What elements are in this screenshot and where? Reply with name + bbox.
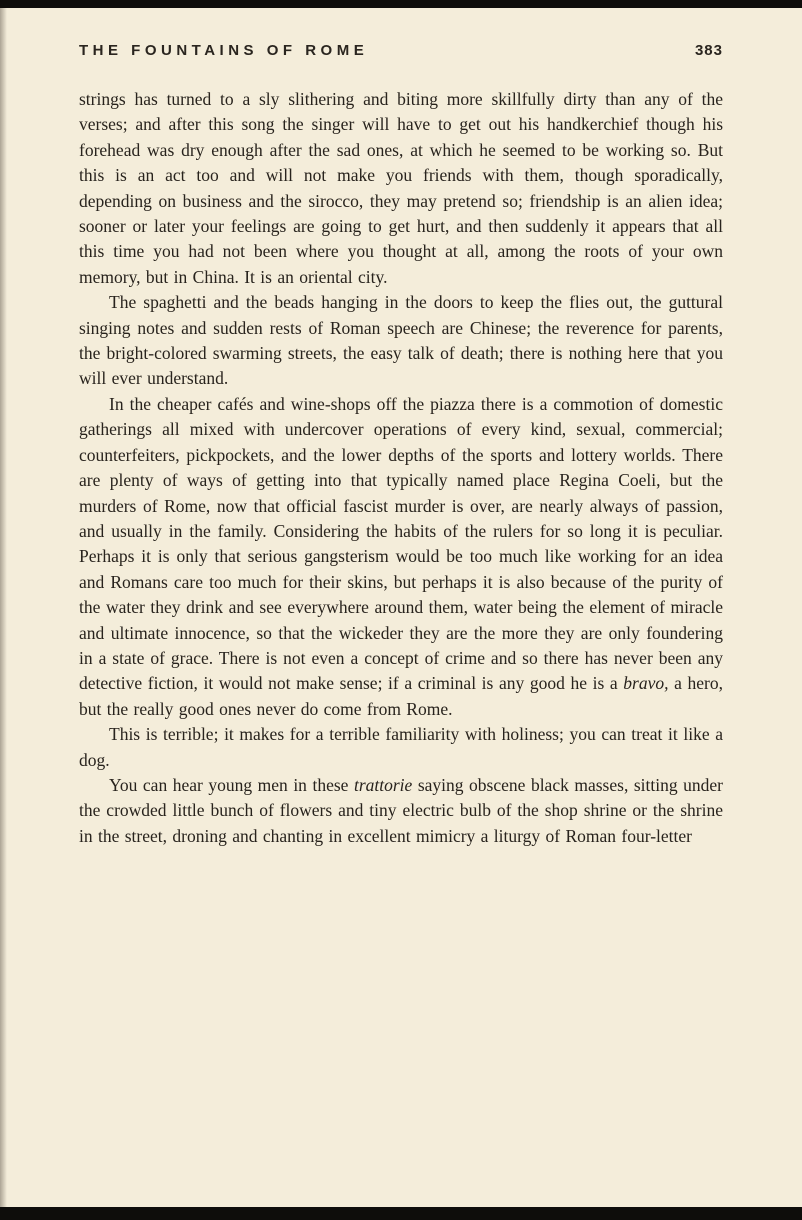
italic-text-run: bravo,: [623, 673, 669, 694]
paragraph: [79, 290, 723, 392]
paragraph: [79, 722, 723, 773]
scan-edge-left: [0, 0, 7, 1220]
text-run: a hero, but the really good ones never do come from Rome.: [79, 673, 723, 719]
paragraph: [79, 773, 723, 849]
page-number: 383: [694, 42, 723, 59]
scan-edge-top: [0, 0, 802, 8]
text-run: You can hear young men in these: [109, 774, 354, 795]
text-run: This is terrible; it makes for a terrible familiarity with holiness; you can treat it like a dog.: [79, 724, 723, 770]
running-title: THE FOUNTAINS OF ROME: [79, 42, 369, 59]
text-run: In the cheaper cafés and wine-shops off the piazza there is a commotion of domestic gatherings all mixed with undercover operations of every kind, sexual, commercial; counterfeiters, pickpockets, and the lower depths of the sports and lottery worlds. There are plenty of ways of getting into that typically named place Regina Coeli, but the murders of Rome, now that official fascist murder is over, are nearly always of passion, and usually in the family. Considering the habits of the rulers for so long it is peculiar. Perhaps it is only that serious gangsterism would be too much like working for an idea and Romans care too much for their skins, but perhaps it is also because of the purity of the water they drink and see everywhere around them, water being the element of miracle and ultimate innocence, so that the wickeder they are the more they are only foundering in a state of grace. There is not even a concept of crime and so there has never been any detective fiction, it would not make sense; if a criminal is any good he is a: [79, 393, 723, 694]
scan-edge-bottom: [0, 1207, 802, 1220]
text-run: The spaghetti and the beads hanging in the doors to keep the flies out, the guttural singing notes and sudden rests of Roman speech are Chinese; the reverence for parents, the bright-colored swarming streets, the easy talk of death; there is nothing here that you will ever understand.: [79, 292, 723, 389]
text-run: saying obscene black masses, sitting under the crowded little bunch of flowers and tiny electric bulb of the shop shrine or the shrine in the street, droning and chanting in excellent mimicry a liturgy of Roman four-letter: [79, 774, 723, 846]
paragraph: [79, 392, 723, 722]
italic-text-run: trattorie: [353, 774, 413, 795]
page-header: [0, 0, 802, 59]
page-text: [79, 87, 723, 849]
paragraph: [79, 87, 723, 290]
text-run: strings has turned to a sly slithering and biting more skillfully dirty than any of the verses; and after this song the singer will have to get out his handkerchief though his forehead was dry enough after the sad ones, at which he seemed to be working so. But this is an act too and will not make you friends with them, though sporadically, depending on business and the sirocco, they may pretend so; friendship is an alien idea; sooner or later your feelings are going to get hurt, and then suddenly it appears that all this time you had not been where you thought at all, among the roots of your own memory, but in China. It is an oriental city.: [79, 89, 723, 287]
